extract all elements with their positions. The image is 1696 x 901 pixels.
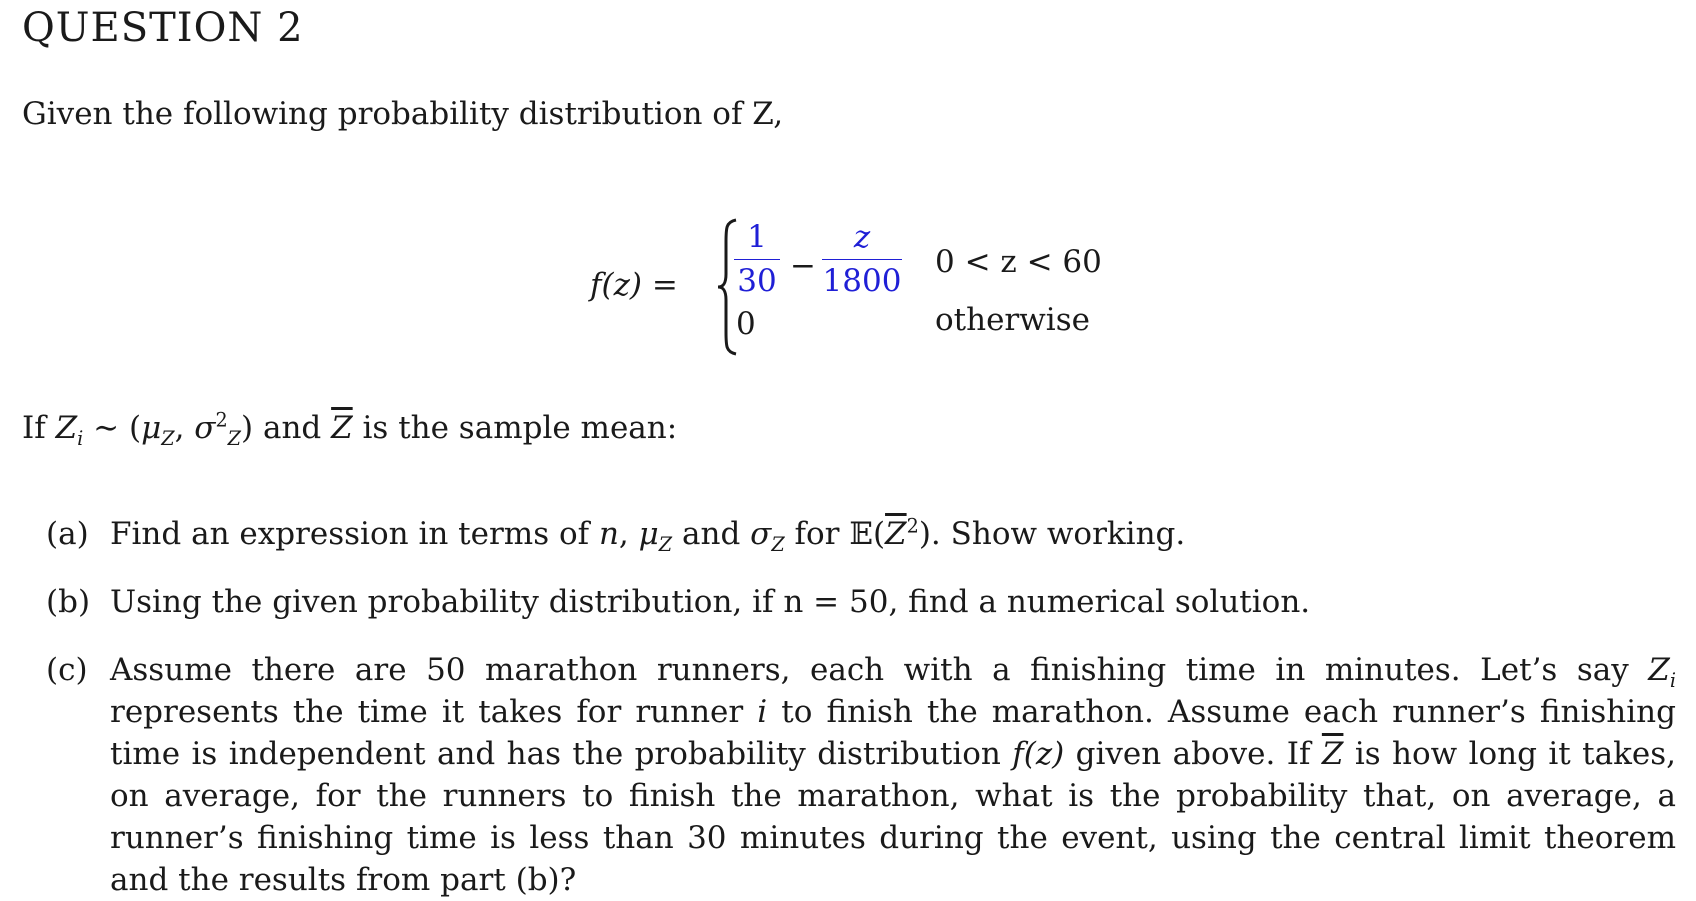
fraction-denominator: 1800 <box>822 263 902 299</box>
part-text: Find an expression in terms of n, $\mu_Z$ and $\sigma_Z$ for $𝔼(\overline{Z}^2)$. Show working. <box>110 514 1186 557</box>
sample-mean-text: is the sample mean: <box>352 410 678 446</box>
part-text: Assume there are 50 marathon runners, each with a finishing time in minutes. Let’s say $Z_i$ represents the time it takes for runner i to finish the marathon. Assume each runner’s finishing time is independent and has the probability distribution f(z) given above. If $\overline{Z}$ is how long it takes, on average, for the runners to finish the marathon, what is the probability that, on average, a runner’s finishing time is less than 30 minutes during the event, using the central limit theorem and the results from part (b)? <box>110 652 1676 898</box>
z-bar-symbol: $\overline{Z}$ <box>885 516 907 552</box>
sigma-symbol: σ <box>750 516 772 552</box>
part-text: Using the given probability distribution, if n = 50, find a numerical solution. <box>110 584 1311 620</box>
sample-mean-statement <box>22 408 678 451</box>
fraction-bar <box>822 259 902 260</box>
fraction-numerator: 1 <box>747 219 767 255</box>
tilde-text: ∼ ( <box>83 410 142 446</box>
fraction-one-thirtieth <box>734 219 780 299</box>
intro-text: Given the following probability distribution of Z, <box>22 96 784 132</box>
mu-symbol: μ <box>638 516 659 552</box>
subscript: Z <box>227 427 242 451</box>
fraction-bar <box>734 259 780 260</box>
condition-range: 0 < z < 60 <box>935 244 1102 280</box>
question-part-c <box>46 649 1676 901</box>
part-label: (a) <box>46 516 89 552</box>
comma: , <box>174 410 195 446</box>
z-bar-symbol: $\overline{Z}$ <box>331 410 353 446</box>
z-i-symbol: Z <box>1648 652 1670 688</box>
if-text: If <box>22 410 56 446</box>
mu-symbol: μ <box>141 410 162 446</box>
question-heading: QUESTION 2 <box>22 5 304 51</box>
formula-zero-case: 0 <box>736 306 756 342</box>
i-symbol: i <box>757 694 768 730</box>
part-label: (b) <box>46 584 91 620</box>
part-label: (c) <box>46 652 88 688</box>
z-bar-symbol: $\overline{Z}$ <box>1321 736 1344 772</box>
fraction-denominator: 30 <box>737 263 777 299</box>
n-symbol: n <box>598 516 619 552</box>
formula-lhs: f(z) = <box>590 267 678 303</box>
sigma-symbol: σ <box>194 410 216 446</box>
subscript: i <box>77 427 84 451</box>
question-part-b <box>46 581 1676 623</box>
minus-sign: − <box>790 248 816 284</box>
superscript: 2 <box>215 408 228 432</box>
fraction-numerator: z <box>853 219 871 255</box>
fraction-z-over-1800 <box>822 219 902 299</box>
and-text: ) and <box>241 410 332 446</box>
f-z-symbol: f(z) <box>1012 736 1065 772</box>
question-part-a <box>46 513 1676 555</box>
subscript: Z <box>161 427 175 451</box>
z-i-symbol: Z <box>55 410 78 446</box>
condition-otherwise: otherwise <box>935 302 1090 338</box>
